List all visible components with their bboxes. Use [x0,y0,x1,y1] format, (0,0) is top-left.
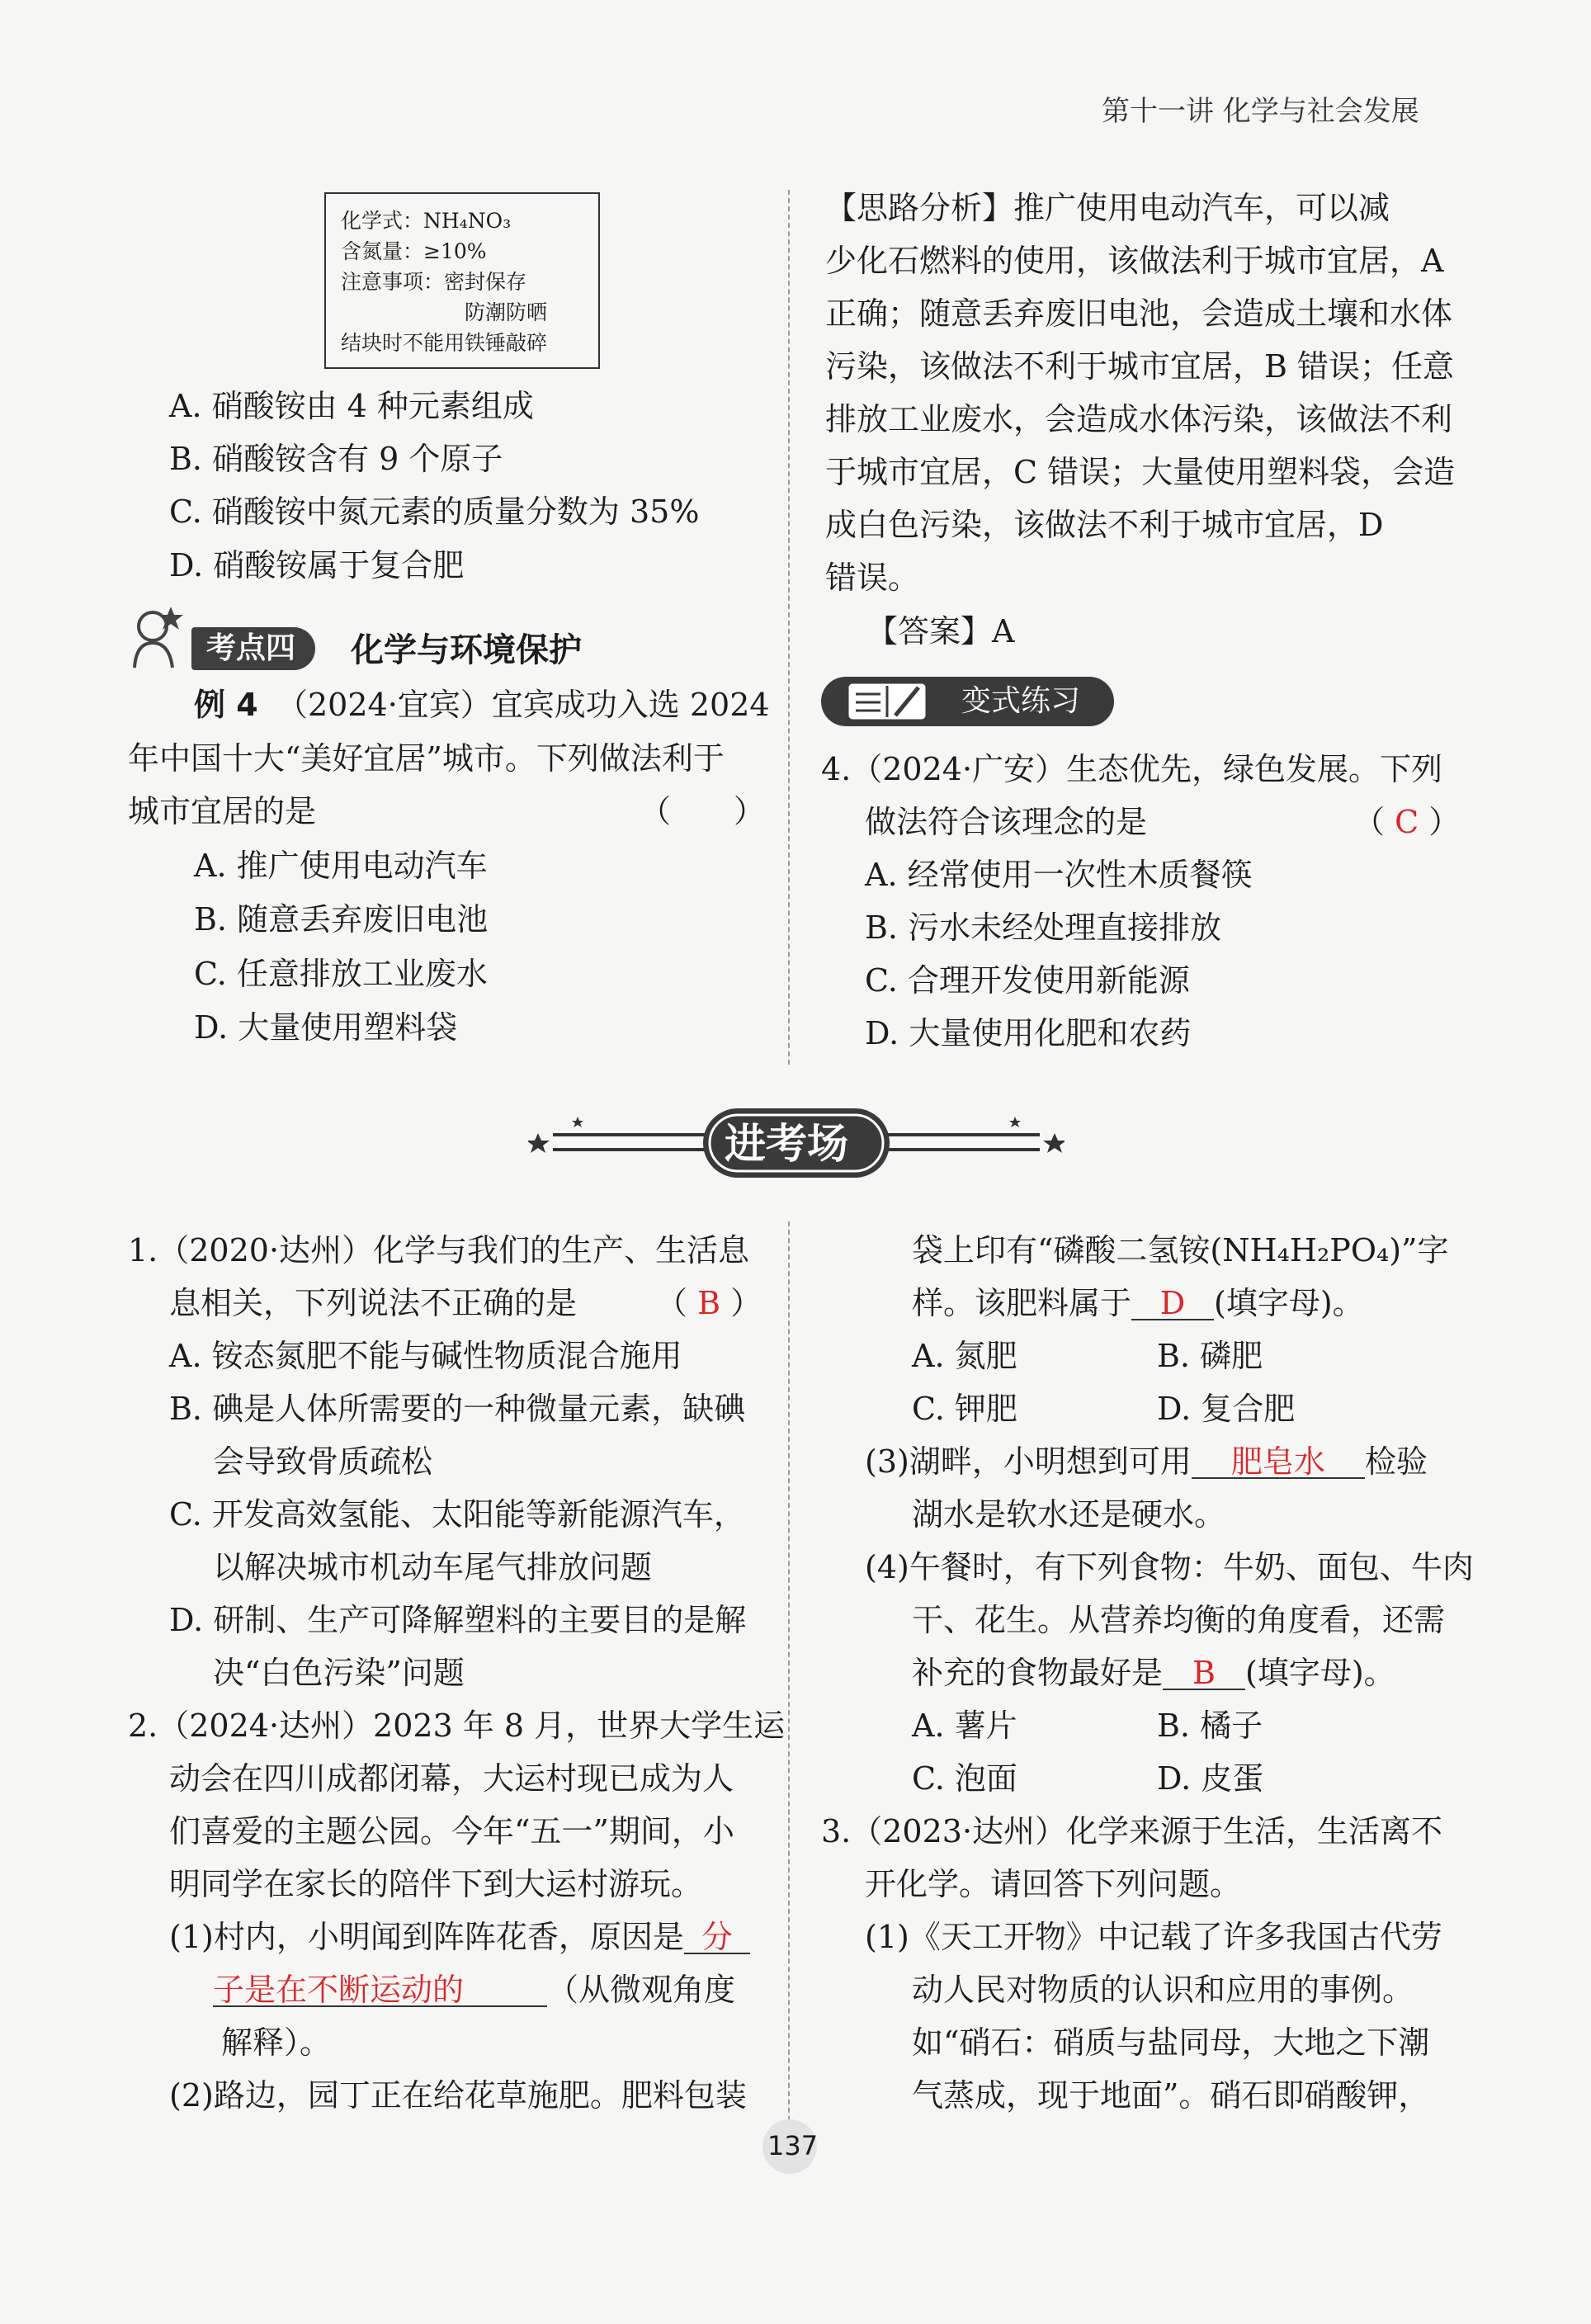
exam-q1-option-a: A. 铵态氮肥不能与碱性物质混合施用 [169,1338,682,1374]
exam-q2-part3-answer: 肥皂水 [1192,1446,1365,1479]
practice-banner [821,673,1114,730]
exam-q2-part2-line-3 [912,1287,1364,1320]
exam-q2-part4-line-1: (4)午餐时，有下列食物：牛奶、面包、牛肉 [865,1549,1474,1585]
analysis-line-7: 成白色污染，该做法不利于城市宜居，D [825,507,1384,543]
exam-q2-line-4: 明同学在家长的陪伴下到大运村游玩。 [169,1866,703,1902]
exam-banner [528,1102,1065,1184]
exam-q2-part2-option-b: B. 磷肥 [1157,1338,1263,1374]
exam-q1-option-c-2: 以解决城市机动车尾气排放问题 [213,1549,653,1585]
example-line-3: 城市宜居的是 [128,793,317,829]
exam-q2-line-2: 动会在四川成都闭幕，大运村现已成为人 [169,1760,734,1797]
practice-option-d: D. 大量使用化肥和农药 [865,1015,1192,1051]
exam-q1-line-2: 息相关，下列说法不正确的是 [169,1285,578,1321]
exam-q1-option-d-2: 决“白色污染”问题 [213,1655,465,1691]
exam-q2-part3-hint: 检验 [1364,1443,1428,1480]
exam-q2-part2-option-c: C. 钾肥 [912,1391,1017,1427]
analysis-line-1: 【思路分析】推广使用电动汽车，可以减 [825,190,1390,226]
answer-paren: （ ） [640,793,766,829]
section-tag-label: 考点四 [206,631,296,665]
exam-q3-part1-line-1: (1)《天工开物》中记载了许多我国古代劳 [865,1919,1442,1955]
exam-q2-part3-text: (3)湖畔，小明想到可用 [865,1443,1192,1480]
exam-q2-line-3: 们喜爱的主题公园。今年“五一”期间，小 [169,1813,734,1849]
label-line-caking: 结块时不能用铁锤敲碎 [341,331,548,355]
practice-q4-paren: （ C ） [1353,804,1461,840]
answer-line: 【答案】A [866,613,1015,649]
analysis-line-6: 于城市宜居，C 错误；大量使用塑料袋，会造 [825,454,1456,490]
label-line-formula: 化学式：NH₄NO₃ [341,209,512,233]
person-icon [128,605,186,671]
analysis-line-3: 正确；随意丢弃废旧电池，会造成土壤和水体 [825,295,1453,332]
exam-q2-part2-line-1: (2)路边，园丁正在给花草施肥。肥料包装 [169,2077,747,2114]
exam-q1-option-c-1: C. 开发高效氢能、太阳能等新能源汽车， [169,1496,745,1533]
exam-q1-option-b-2: 会导致骨质疏松 [213,1443,433,1480]
exam-banner-label: 进考场 [725,1120,848,1168]
section-tag [191,627,315,670]
exam-q1-line-1: 1.（2020·达州）化学与我们的生产、生活息 [128,1232,750,1268]
column-divider-top [788,190,790,1065]
exam-q2-part1-hint: （从微观角度 [547,1972,736,2008]
exam-q2-part4-hint: (填字母)。 [1245,1655,1395,1691]
analysis-line-8: 错误。 [825,560,920,596]
example-label: 例 4 [194,687,258,723]
practice-q4-answer: C [1395,804,1419,840]
exam-q2-part1-answer-a: 分 [684,1921,750,1954]
exam-q2-part1-answer-b: 子是在不断运动的 [213,1974,547,2007]
option-a: A. 硝酸铵由 4 种元素组成 [169,388,534,424]
exam-q2-part1-line-2 [213,1974,735,2007]
label-line-notes: 注意事项：密封保存 [341,270,527,294]
label-line-nitrogen: 含氮量：≥10% [341,239,487,263]
fertilizer-label-box [324,192,600,369]
column-divider-bottom [788,1221,790,2129]
exam-q2-part3-line-1 [865,1443,1428,1480]
exam-q3-part1-line-3: 如“硝石：硝质与盐同母，大地之下潮 [912,2024,1430,2061]
example-line-2: 年中国十大“美好宜居”城市。下列做法利于 [128,740,725,777]
exam-q2-part2-answer: D [1131,1287,1214,1320]
exam-q2-part2-line-2: 袋上印有“磷酸二氢铵(NH₄H₂PO₄)”字 [912,1232,1449,1268]
exam-q2-part1-prompt [169,1921,750,1954]
option-d: D. 硝酸铵属于复合肥 [169,547,465,583]
practice-q4-line-1: 4.（2024·广安）生态优先，绿色发展。下列 [821,751,1443,787]
exam-q2-part2-hint: (填字母)。 [1214,1285,1364,1321]
example-option-c: C. 任意排放工业废水 [194,956,488,992]
exam-q2-part2-option-d: D. 复合肥 [1157,1391,1296,1427]
practice-option-b: B. 污水未经处理直接排放 [865,909,1222,946]
exam-q2-part1-text: (1)村内，小明闻到阵阵花香，原因是 [169,1919,684,1955]
exam-q2-part4-option-a: A. 薯片 [912,1708,1017,1744]
exam-q1-option-d-1: D. 研制、生产可降解塑料的主要目的是解 [169,1602,747,1638]
chapter-header: 第十一讲 化学与社会发展 [1102,95,1419,128]
page-number-badge [762,2119,817,2174]
exam-q2-part4-answer: B [1163,1657,1245,1690]
exam-q2-part3-line-2: 湖水是软水还是硬水。 [912,1496,1226,1533]
exam-q2-part1-line-3: 解释）。 [221,2024,332,2061]
exam-q3-part1-line-4: 气蒸成，现于地面”。硝石即硝酸钾， [912,2077,1430,2114]
exam-q2-part4-text: 补充的食物最好是 [912,1655,1164,1691]
analysis-line-5: 排放工业废水，会造成水体污染，该做法不利 [825,401,1453,437]
exam-q2-part2-text: 样。该肥料属于 [912,1285,1132,1321]
example-line-1: （2024·宜宾）宜宾成功入选 2024 [276,687,770,723]
exam-q3-line-2: 开化学。请回答下列问题。 [865,1866,1242,1902]
exam-q2-part4-option-b: B. 橘子 [1157,1708,1263,1744]
exam-q2-line-1: 2.（2024·达州）2023 年 8 月，世界大学生运 [128,1708,786,1744]
exam-q2-part2-option-a: A. 氮肥 [912,1338,1017,1374]
option-c: C. 硝酸铵中氮元素的质量分数为 35% [169,494,700,530]
practice-q4-line-2: 做法符合该理念的是 [865,804,1148,840]
example-option-d: D. 大量使用塑料袋 [194,1009,458,1046]
exam-q2-part4-option-c: C. 泡面 [912,1760,1017,1797]
exam-q1-paren: （ B ） [656,1285,762,1321]
exam-q1-option-b-1: B. 碘是人体所需要的一种微量元素，缺碘 [169,1391,746,1427]
exam-q1-answer: B [697,1285,721,1321]
exam-q3-line-1: 3.（2023·达州）化学来源于生活，生活离不 [821,1813,1443,1849]
analysis-line-2: 少化石燃料的使用，该做法利于城市宜居，A [825,243,1444,279]
practice-option-c: C. 合理开发使用新能源 [865,962,1190,999]
label-line-moisture: 防潮防晒 [465,300,548,324]
exam-q2-part4-line-3 [912,1657,1395,1690]
example-option-b: B. 随意丢弃废旧电池 [194,901,489,938]
example-option-a: A. 推广使用电动汽车 [194,848,488,884]
exam-q3-part1-line-2: 动人民对物质的认识和应用的事例。 [912,1972,1414,2008]
section-title: 化学与环境保护 [351,631,582,669]
analysis-line-4: 污染，该做法不利于城市宜居，B 错误；任意 [825,348,1455,385]
exam-q2-part4-option-d: D. 皮蛋 [1157,1760,1264,1797]
practice-option-a: A. 经常使用一次性木质餐筷 [865,857,1253,893]
option-b: B. 硝酸铵含有 9 个原子 [169,441,503,477]
book-icon [846,681,928,722]
page-number: 137 [767,2130,819,2161]
exam-q2-part4-line-2: 干、花生。从营养均衡的角度看，还需 [912,1602,1446,1638]
practice-banner-label: 变式练习 [961,684,1081,718]
